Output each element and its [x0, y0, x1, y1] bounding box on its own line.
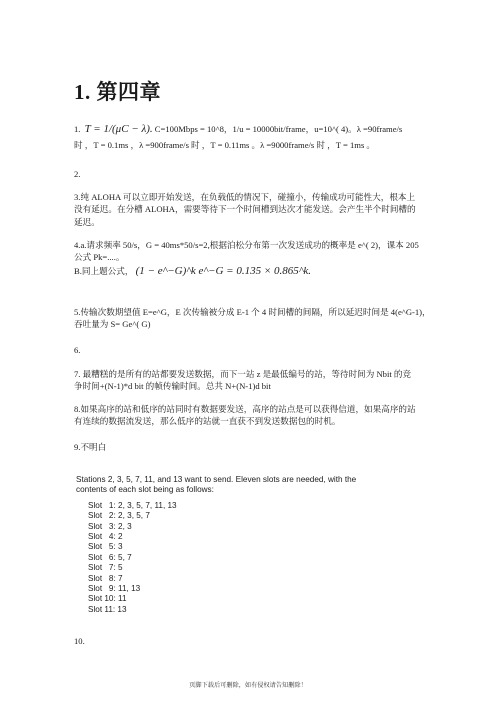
item-3-line-1: 3.纯 ALOHA 可以立即开始发送，在负载低的情况下，碰撞小，传输成功可能性大，根本上 — [74, 192, 416, 202]
item-1-line-2: 时 ，T = 0.1ms ，λ =900frame/s 时 ，T = 0.11ms 。λ =9000frame/s 时 ，T = 1ms 。 — [74, 140, 376, 150]
slot-row: Slot 8: 7 — [88, 573, 123, 583]
item-1-number: 1. — [74, 124, 81, 134]
item-8-line-1: 8.如果高序的站和低序的站同时有数据要发送，高序的站点是可以获得信道，如果高序的站 — [74, 404, 416, 414]
slot-row: Slot 6: 5, 7 — [88, 552, 132, 562]
slot-row: Slot 5: 3 — [88, 542, 123, 552]
item-6: 6. — [74, 345, 81, 355]
slot-row: Slot 9: 11, 13 — [88, 584, 141, 594]
item-8-line-2: 有连续的数据流发送，那么低序的站就一直获不到发送数据包的时机。 — [74, 416, 341, 426]
item-2: 2. — [74, 169, 81, 179]
item-5-line-1: 5.传输次数期望值 E=e^G，E 次传输被分成 E-1 个 4 时间槽的间隔，所以延迟时间是 4(e^G-1)， — [74, 307, 431, 317]
slot-row: Slot 4: 2 — [88, 532, 123, 542]
item-4b-formula: (1 − e^−G)^k e^−G = 0.135 × 0.865^k. — [135, 265, 312, 277]
stations-intro-line-1: Stations 2, 3, 5, 7, 11, and 13 want to send. Eleven slots are needed, with the — [76, 475, 357, 484]
item-4a-line-2: 公式 Pk=....。 — [74, 252, 125, 262]
slot-row: Slot 10: 11 — [88, 594, 127, 604]
slot-row: Slot 11: 13 — [88, 604, 127, 614]
item-4b-prefix: B.同上题公式， — [74, 266, 134, 276]
slot-row: Slot 7: 5 — [88, 563, 123, 573]
item-7-line-1: 7. 最糟糕的是所有的站都要发送数据，而下一站 z 是最低编号的站，等待时间为 Nbit 的竞 — [74, 369, 412, 379]
item-4a-line-1: 4.a.请求频率 50/s，G = 40ms*50/s=2,根据泊松分布第一次发送成功的概率是 e^( 2)，课本 205 — [74, 240, 419, 250]
item-7-line-2: 争时间+(N-1)*d bit 的帧传输时间。总共 N+(N-1)d bit — [74, 381, 271, 391]
stations-intro-line-2: contents of each slot being as follows: — [76, 485, 214, 495]
stations-slot-listing — [76, 475, 356, 615]
item-10: 10. — [74, 636, 85, 646]
item-4b — [74, 265, 311, 277]
slot-row: Slot 3: 2, 3 — [88, 521, 132, 531]
item-3-line-3: 延迟。 — [74, 217, 100, 227]
item-1-line-1 — [74, 123, 402, 135]
item-5-line-2: 吞吐量为 S= Ge^( G) — [74, 319, 151, 329]
item-9: 9.不明白 — [74, 442, 107, 452]
slot-row: Slot 2: 2, 3, 5, 7 — [88, 511, 150, 521]
page-footer: 页脚下载后可删除，如有侵权请告知删除！ — [189, 682, 307, 689]
item-1-formula: T = 1/(μC − λ). — [84, 123, 153, 135]
slot-row: Slot 1: 2, 3, 5, 7, 11, 13 — [88, 500, 177, 510]
item-1-text: C=100Mbps = 10^8，1/u = 10000bit/frame，u=10^( 4)。λ =90frame/s — [154, 124, 403, 134]
item-3-line-2: 没有延迟。在分槽 ALOHA，需要等待下一个时间槽到达次才能发送。会产生半个时间槽的 — [74, 204, 416, 214]
chapter-heading: 1. 第四章 — [74, 80, 161, 104]
